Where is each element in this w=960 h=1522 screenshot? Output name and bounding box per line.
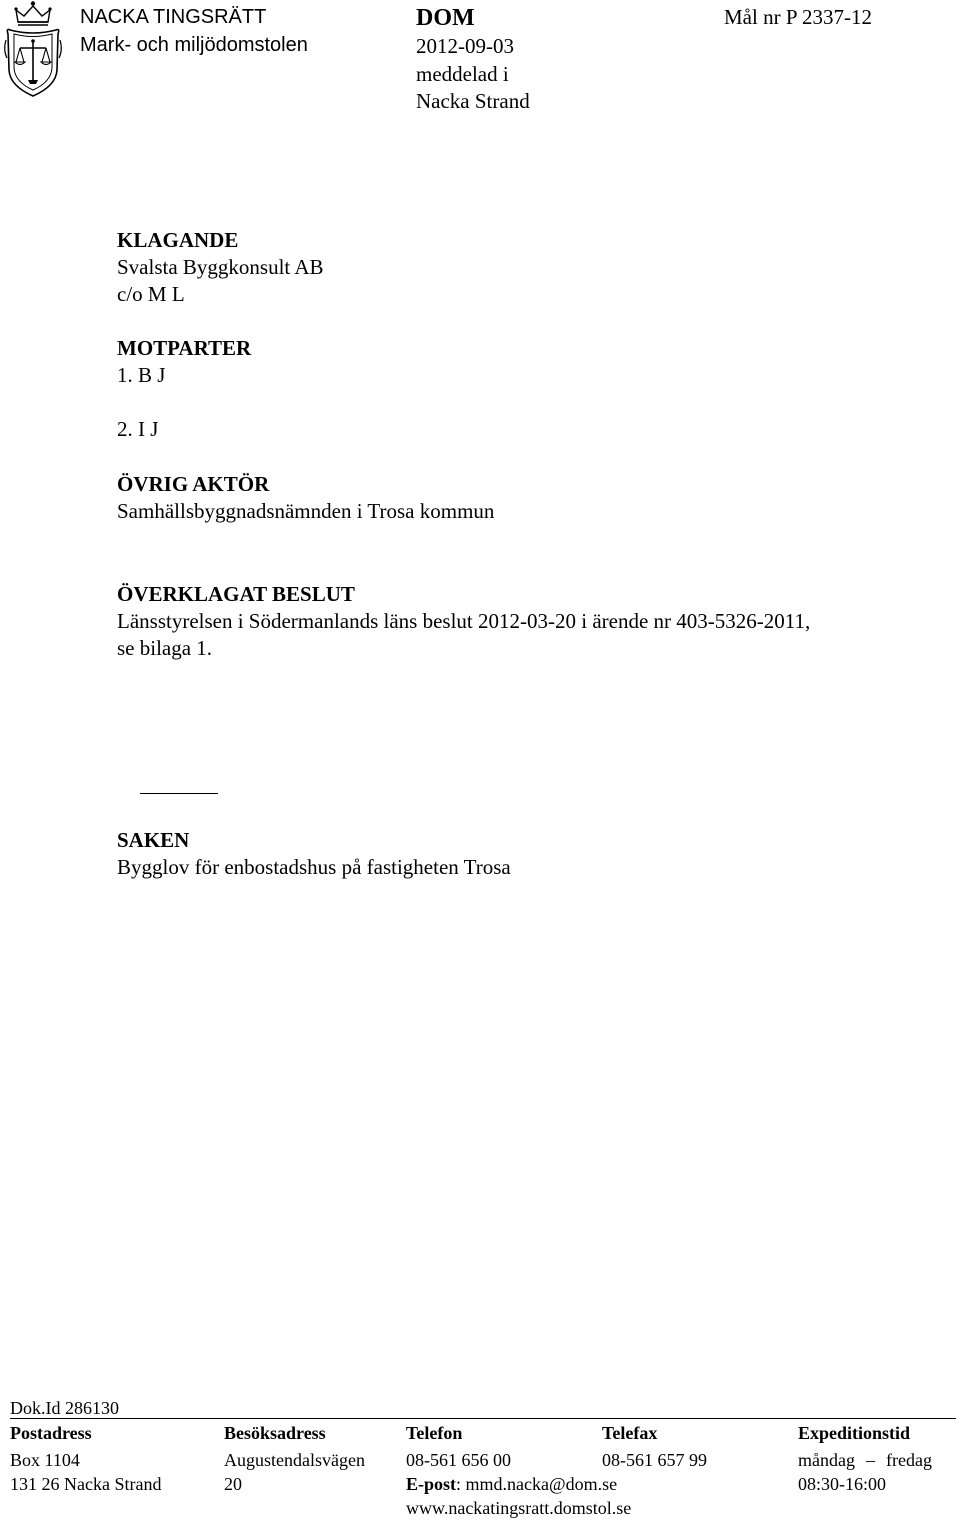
day-from: måndag xyxy=(798,1450,855,1470)
section-motparter xyxy=(117,335,251,443)
day-dash: – xyxy=(866,1450,875,1470)
postadress-line-2: 131 26 Nacka Strand xyxy=(10,1474,162,1494)
footer-expeditionstid xyxy=(798,1421,932,1496)
section-heading: ÖVRIG AKTÖR xyxy=(117,472,270,496)
telefon-number: 08-561 656 00 xyxy=(406,1450,511,1470)
footer-telefon xyxy=(406,1421,631,1520)
footer-heading: Postadress xyxy=(10,1423,92,1443)
day-to: fredag xyxy=(886,1450,932,1470)
document-date: 2012-09-03 xyxy=(416,34,514,58)
besoksadress-line-2: 20 xyxy=(224,1474,242,1494)
email-line xyxy=(406,1472,631,1496)
beslut-line-1: Länsstyrelsen i Södermanlands läns beslut 2012-03-20 i ärende nr 403-5326-2011, xyxy=(117,609,811,633)
footer-besoksadress xyxy=(224,1421,365,1496)
section-heading: ÖVERKLAGAT BESLUT xyxy=(117,582,355,606)
motpart-1: 1. B J xyxy=(117,363,166,387)
case-number: Mål nr P 2337-12 xyxy=(724,5,872,29)
beslut-line-2: se bilaga 1. xyxy=(117,636,213,660)
issued-place: Nacka Strand xyxy=(416,89,530,113)
document-id: Dok.Id 286130 xyxy=(10,1398,119,1418)
postadress-line-1: Box 1104 xyxy=(10,1450,80,1470)
ovrig-aktor-name: Samhällsbyggnadsnämnden i Trosa kommun xyxy=(117,499,495,523)
footer-telefax xyxy=(602,1421,707,1472)
footer-rule xyxy=(10,1418,956,1419)
telefax-number: 08-561 657 99 xyxy=(602,1450,707,1470)
court-header xyxy=(80,3,308,59)
section-klagande xyxy=(117,227,324,308)
footer-heading: Telefon xyxy=(406,1423,463,1443)
court-name: NACKA TINGSRÄTT xyxy=(80,6,267,28)
expeditionstid-days xyxy=(798,1448,932,1472)
document-meta xyxy=(416,33,530,116)
motpart-2: 2. I J xyxy=(117,417,159,441)
section-overklagat-beslut xyxy=(117,581,917,662)
court-department: Mark- och miljödomstolen xyxy=(80,34,308,56)
footer-heading: Expeditionstid xyxy=(798,1423,911,1443)
short-divider xyxy=(140,793,218,794)
besoksadress-line-1: Augustendalsvägen xyxy=(224,1450,365,1470)
email-link[interactable]: mmd.nacka@dom.se xyxy=(465,1474,618,1494)
section-ovrig-aktor xyxy=(117,471,494,525)
footer-heading: Telefax xyxy=(602,1423,658,1443)
spacer xyxy=(117,389,251,416)
email-separator: : xyxy=(456,1474,466,1494)
footer-heading: Besöksadress xyxy=(224,1423,326,1443)
issued-label: meddelad i xyxy=(416,61,509,86)
footer-postadress xyxy=(10,1421,161,1496)
section-saken xyxy=(117,827,511,881)
klagande-name: Svalsta Byggkonsult AB xyxy=(117,255,324,279)
email-label: E-post xyxy=(406,1474,457,1494)
section-heading: KLAGANDE xyxy=(117,228,239,252)
expeditionstid-hours: 08:30-16:00 xyxy=(798,1474,886,1494)
website-link[interactable]: www.nackatingsratt.domstol.se xyxy=(406,1498,632,1518)
court-emblem-icon xyxy=(2,0,64,98)
section-heading: MOTPARTER xyxy=(117,336,252,360)
klagande-care-of: c/o M L xyxy=(117,282,185,306)
section-heading: SAKEN xyxy=(117,828,190,852)
saken-text: Bygglov för enbostadshus på fastigheten Trosa xyxy=(117,855,511,879)
document-type: DOM xyxy=(416,5,475,31)
